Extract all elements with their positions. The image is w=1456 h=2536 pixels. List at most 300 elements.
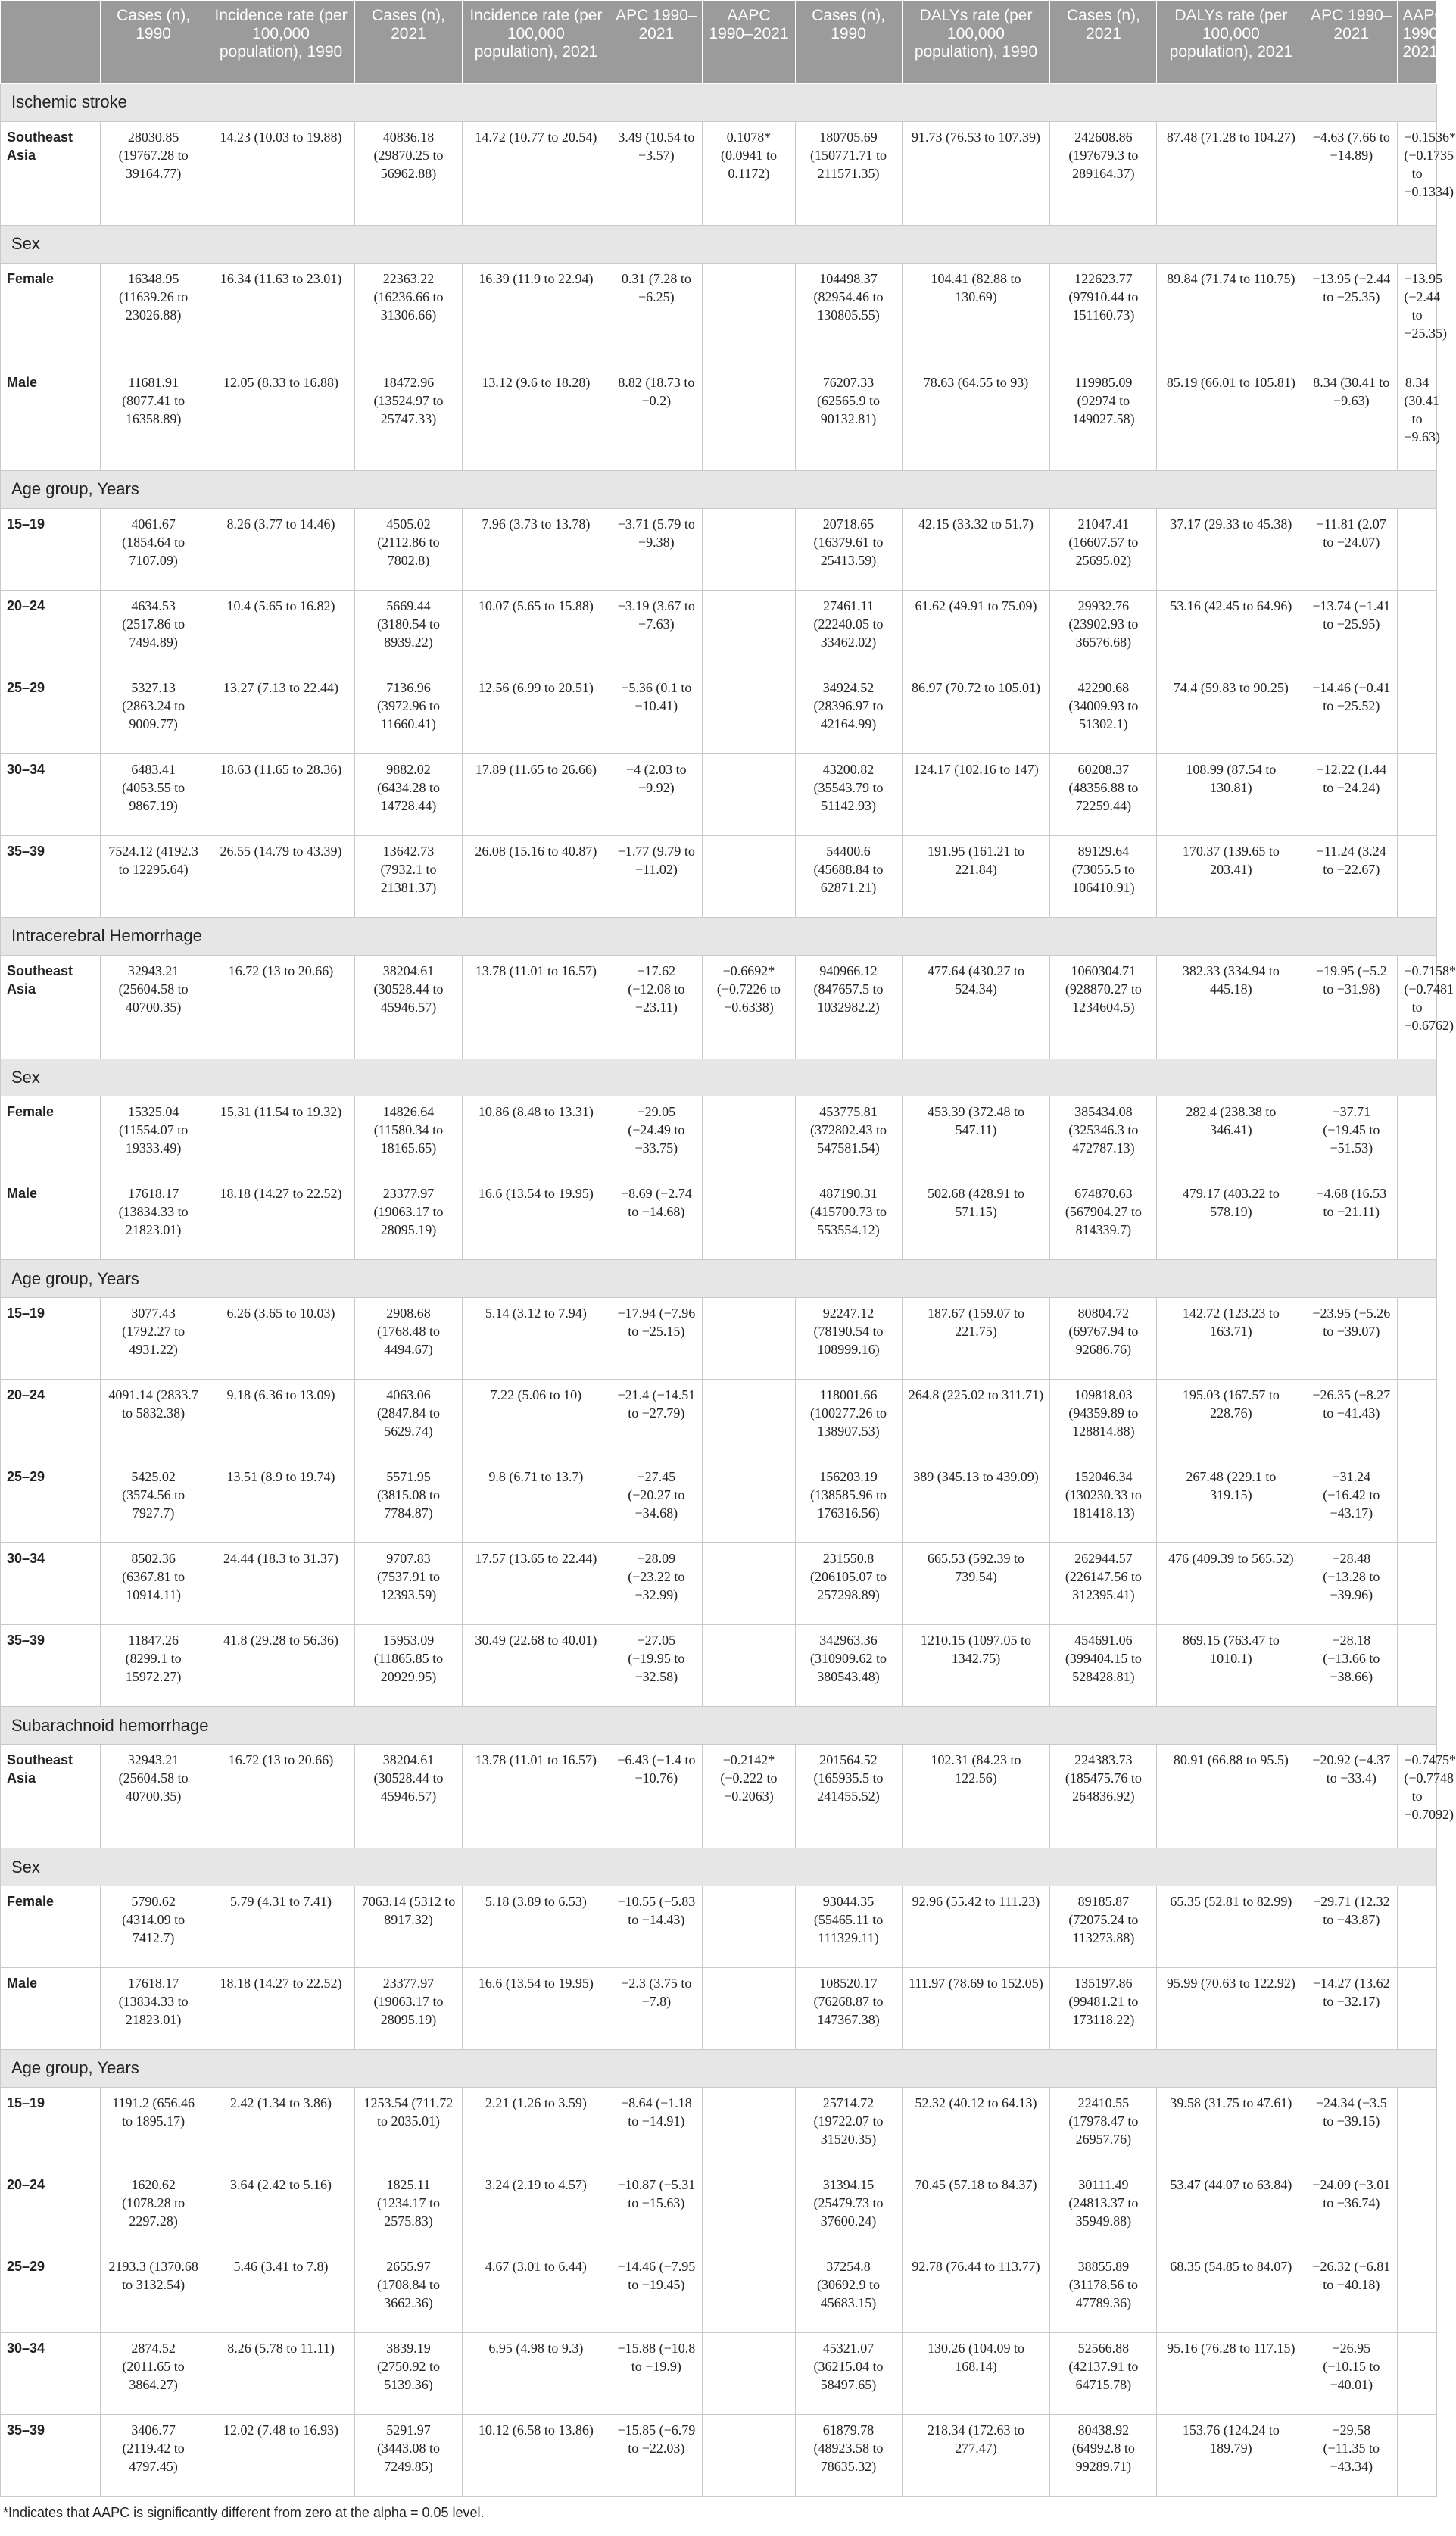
table-cell: 6483.41 (4053.55 to 9867.19)	[100, 753, 207, 835]
group-title: Sex	[1, 1848, 1437, 1886]
table-cell: 479.17 (403.22 to 578.19)	[1157, 1178, 1305, 1260]
table-cell: −28.09 (−23.22 to −32.99)	[610, 1543, 703, 1625]
table-cell: 39.58 (31.75 to 47.61)	[1157, 2087, 1305, 2169]
table-cell	[1398, 753, 1437, 835]
group-header-row	[1, 470, 1437, 508]
table-cell: 454691.06 (399404.15 to 528428.81)	[1050, 1625, 1157, 1707]
table-cell: 5.18 (3.89 to 6.53)	[462, 1886, 610, 1967]
table-cell: 23377.97 (19063.17 to 28095.19)	[355, 1967, 462, 2049]
table-cell: 453775.81 (372802.43 to 547581.54)	[795, 1096, 902, 1178]
table-cell	[703, 1886, 795, 1967]
table-cell: 37254.8 (30692.9 to 45683.15)	[795, 2251, 902, 2332]
table-cell: 0.1078* (0.0941 to 0.1172)	[703, 121, 795, 225]
row-label: 35–39	[1, 835, 101, 917]
table-cell: 5.14 (3.12 to 7.94)	[462, 1298, 610, 1380]
table-cell: 17.57 (13.65 to 22.44)	[462, 1543, 610, 1625]
table-cell: 26.55 (14.79 to 43.39)	[207, 835, 355, 917]
row-label: 15–19	[1, 508, 101, 590]
row-label: 35–39	[1, 1625, 101, 1707]
table-cell: 70.45 (57.18 to 84.37)	[902, 2169, 1050, 2251]
table-cell	[703, 835, 795, 917]
table-cell: 1060304.71 (928870.27 to 1234604.5)	[1050, 955, 1157, 1059]
group-header-row	[1, 1260, 1437, 1298]
table-cell: 153.76 (124.24 to 189.79)	[1157, 2414, 1305, 2496]
table-cell: −4 (2.03 to −9.92)	[610, 753, 703, 835]
column-header: Incidence rate (per 100,000 population), 2021	[462, 1, 610, 84]
table-cell: 187.67 (159.07 to 221.75)	[902, 1298, 1050, 1380]
table-cell: −5.36 (0.1 to −10.41)	[610, 672, 703, 753]
table-cell: 104.41 (82.88 to 130.69)	[902, 263, 1050, 367]
table-cell: −3.19 (3.67 to −7.63)	[610, 590, 703, 672]
column-header: APC 1990–2021	[610, 1, 703, 84]
table-cell: 6.26 (3.65 to 10.03)	[207, 1298, 355, 1380]
table-cell: 111.97 (78.69 to 152.05)	[902, 1967, 1050, 2049]
table-cell: −24.09 (−3.01 to −36.74)	[1305, 2169, 1398, 2251]
table-cell	[703, 1967, 795, 2049]
table-cell: 2908.68 (1768.48 to 4494.67)	[355, 1298, 462, 1380]
table-cell: 8.26 (5.78 to 11.11)	[207, 2332, 355, 2414]
table-cell: 15325.04 (11554.07 to 19333.49)	[100, 1096, 207, 1178]
table-cell: 10.12 (6.58 to 13.86)	[462, 2414, 610, 2496]
table-cell: 4063.06 (2847.84 to 5629.74)	[355, 1380, 462, 1461]
table-cell: 8502.36 (6367.81 to 10914.11)	[100, 1543, 207, 1625]
table-cell	[703, 1461, 795, 1543]
table-cell: 124.17 (102.16 to 147)	[902, 753, 1050, 835]
table-cell: 16348.95 (11639.26 to 23026.88)	[100, 263, 207, 367]
table-cell: −28.48 (−13.28 to −39.96)	[1305, 1543, 1398, 1625]
table-cell: 13.27 (7.13 to 22.44)	[207, 672, 355, 753]
table-cell: 18.63 (11.65 to 28.36)	[207, 753, 355, 835]
table-cell: 17618.17 (13834.33 to 21823.01)	[100, 1178, 207, 1260]
table-cell: 9.8 (6.71 to 13.7)	[462, 1461, 610, 1543]
table-cell	[1398, 672, 1437, 753]
table-cell: 2193.3 (1370.68 to 3132.54)	[100, 2251, 207, 2332]
group-title: Sex	[1, 225, 1437, 263]
table-cell	[1398, 1461, 1437, 1543]
table-row	[1, 1967, 1437, 2049]
table-cell: 23377.97 (19063.17 to 28095.19)	[355, 1178, 462, 1260]
table-row	[1, 672, 1437, 753]
table-cell: 26.08 (15.16 to 40.87)	[462, 835, 610, 917]
table-row	[1, 1461, 1437, 1543]
table-cell: 119985.09 (92974 to 149027.58)	[1050, 367, 1157, 470]
table-cell: 487190.31 (415700.73 to 553554.12)	[795, 1178, 902, 1260]
table-cell: −37.71 (−19.45 to −51.53)	[1305, 1096, 1398, 1178]
table-cell: 52.32 (40.12 to 64.13)	[902, 2087, 1050, 2169]
table-cell: 3077.43 (1792.27 to 4931.22)	[100, 1298, 207, 1380]
table-cell: 9882.02 (6434.28 to 14728.44)	[355, 753, 462, 835]
table-cell: 3.49 (10.54 to −3.57)	[610, 121, 703, 225]
table-cell: 8.26 (3.77 to 14.46)	[207, 508, 355, 590]
column-header: Cases (n), 2021	[355, 1, 462, 84]
table-cell: 1210.15 (1097.05 to 1342.75)	[902, 1625, 1050, 1707]
table-row	[1, 2169, 1437, 2251]
table-cell: −6.43 (−1.4 to −10.76)	[610, 1745, 703, 1848]
table-cell: 53.47 (44.07 to 63.84)	[1157, 2169, 1305, 2251]
table-cell: 10.07 (5.65 to 15.88)	[462, 590, 610, 672]
table-cell: −12.22 (1.44 to −24.24)	[1305, 753, 1398, 835]
table-cell	[1398, 2169, 1437, 2251]
table-cell: 12.56 (6.99 to 20.51)	[462, 672, 610, 753]
table-cell	[703, 508, 795, 590]
table-cell: −21.4 (−14.51 to −27.79)	[610, 1380, 703, 1461]
table-cell: 13.78 (11.01 to 16.57)	[462, 1745, 610, 1848]
table-cell	[1398, 2087, 1437, 2169]
table-cell: 5327.13 (2863.24 to 9009.77)	[100, 672, 207, 753]
table-row	[1, 508, 1437, 590]
group-title: Sex	[1, 1059, 1437, 1096]
table-cell: 8.34 (30.41 to −9.63)	[1398, 367, 1437, 470]
section-title: Ischemic stroke	[1, 84, 1437, 122]
table-cell: 2655.97 (1708.84 to 3662.36)	[355, 2251, 462, 2332]
table-cell	[1398, 2414, 1437, 2496]
table-cell: 17618.17 (13834.33 to 21823.01)	[100, 1967, 207, 2049]
row-label: 20–24	[1, 2169, 101, 2251]
table-cell: 477.64 (430.27 to 524.34)	[902, 955, 1050, 1059]
table-cell: 2874.52 (2011.65 to 3864.27)	[100, 2332, 207, 2414]
table-cell: −29.05 (−24.49 to −33.75)	[610, 1096, 703, 1178]
table-cell: 7524.12 (4192.3 to 12295.64)	[100, 835, 207, 917]
row-label: Male	[1, 367, 101, 470]
table-cell: 940966.12 (847657.5 to 1032982.2)	[795, 955, 902, 1059]
table-cell	[1398, 590, 1437, 672]
table-cell: 453.39 (372.48 to 547.11)	[902, 1096, 1050, 1178]
table-cell: 11847.26 (8299.1 to 15972.27)	[100, 1625, 207, 1707]
table-cell: −29.58 (−11.35 to −43.34)	[1305, 2414, 1398, 2496]
table-cell: 15953.09 (11865.85 to 20929.95)	[355, 1625, 462, 1707]
table-cell: 10.86 (8.48 to 13.31)	[462, 1096, 610, 1178]
table-cell: 54400.6 (45688.84 to 62871.21)	[795, 835, 902, 917]
table-cell: 18472.96 (13524.97 to 25747.33)	[355, 367, 462, 470]
table-cell	[1398, 1625, 1437, 1707]
table-cell: −28.18 (−13.66 to −38.66)	[1305, 1625, 1398, 1707]
table-cell: 13.51 (8.9 to 19.74)	[207, 1461, 355, 1543]
table-row	[1, 121, 1437, 225]
table-cell: 1253.54 (711.72 to 2035.01)	[355, 2087, 462, 2169]
table-cell: 89.84 (71.74 to 110.75)	[1157, 263, 1305, 367]
table-cell: −8.69 (−2.74 to −14.68)	[610, 1178, 703, 1260]
table-cell: 89129.64 (73055.5 to 106410.91)	[1050, 835, 1157, 917]
table-row	[1, 2251, 1437, 2332]
table-cell: 42.15 (33.32 to 51.7)	[902, 508, 1050, 590]
table-cell: 91.73 (76.53 to 107.39)	[902, 121, 1050, 225]
table-cell: 342963.36 (310909.62 to 380543.48)	[795, 1625, 902, 1707]
table-row	[1, 367, 1437, 470]
table-cell: −13.95 (−2.44 to −25.35)	[1305, 263, 1398, 367]
table-body	[1, 84, 1456, 2497]
table-cell: 264.8 (225.02 to 311.71)	[902, 1380, 1050, 1461]
table-cell: −27.05 (−19.95 to −32.58)	[610, 1625, 703, 1707]
table-cell: 60208.37 (48356.88 to 72259.44)	[1050, 753, 1157, 835]
table-cell: 80804.72 (69767.94 to 92686.76)	[1050, 1298, 1157, 1380]
table-footnote: *Indicates that AAPC is significantly different from zero at the alpha = 0.05 level.	[3, 2505, 485, 2520]
table-row	[1, 2087, 1437, 2169]
table-cell: 130.26 (104.09 to 168.14)	[902, 2332, 1050, 2414]
table-cell: 382.33 (334.94 to 445.18)	[1157, 955, 1305, 1059]
row-label: 25–29	[1, 1461, 101, 1543]
table-cell: −13.95 (−2.44 to −25.35)	[1398, 263, 1437, 367]
table-cell: −11.81 (2.07 to −24.07)	[1305, 508, 1398, 590]
table-cell: 224383.73 (185475.76 to 264836.92)	[1050, 1745, 1157, 1848]
table-cell: 242608.86 (197679.3 to 289164.37)	[1050, 121, 1157, 225]
table-cell: −0.6692* (−0.7226 to −0.6338)	[703, 955, 795, 1059]
table-cell: 1191.2 (656.46 to 1895.17)	[100, 2087, 207, 2169]
table-cell	[703, 590, 795, 672]
table-cell	[1398, 1543, 1437, 1625]
table-cell: 385434.08 (325346.3 to 472787.13)	[1050, 1096, 1157, 1178]
table-cell: 16.72 (13 to 20.66)	[207, 1745, 355, 1848]
table-cell: 87.48 (71.28 to 104.27)	[1157, 121, 1305, 225]
row-label: 20–24	[1, 590, 101, 672]
table-cell: 180705.69 (150771.71 to 211571.35)	[795, 121, 902, 225]
table-cell	[703, 2087, 795, 2169]
table-cell: −24.34 (−3.5 to −39.15)	[1305, 2087, 1398, 2169]
section-header-row	[1, 84, 1437, 122]
table-cell	[1398, 2251, 1437, 2332]
table-cell: −0.7158* (−0.7481 to −0.6762)	[1398, 955, 1437, 1059]
table-cell: 5571.95 (3815.08 to 7784.87)	[355, 1461, 462, 1543]
table-row	[1, 590, 1437, 672]
table-row	[1, 1625, 1437, 1707]
table-cell	[1398, 1096, 1437, 1178]
table-cell: 104498.37 (82954.46 to 130805.55)	[795, 263, 902, 367]
table-cell: 16.39 (11.9 to 22.94)	[462, 263, 610, 367]
table-cell: 191.95 (161.21 to 221.84)	[902, 835, 1050, 917]
table-cell: 108520.17 (76268.87 to 147367.38)	[795, 1967, 902, 2049]
table-cell: −14.46 (−7.95 to −19.45)	[610, 2251, 703, 2332]
table-cell: 21047.41 (16607.57 to 25695.02)	[1050, 508, 1157, 590]
table-cell	[703, 2414, 795, 2496]
row-label: 20–24	[1, 1380, 101, 1461]
row-label: Female	[1, 1886, 101, 1967]
column-header: Cases (n), 1990	[795, 1, 902, 84]
table-cell: 43200.82 (35543.79 to 51142.93)	[795, 753, 902, 835]
table-cell: 4634.53 (2517.86 to 7494.89)	[100, 590, 207, 672]
table-cell: 92.96 (55.42 to 111.23)	[902, 1886, 1050, 1967]
table-cell: 9.18 (6.36 to 13.09)	[207, 1380, 355, 1461]
table-cell: 3.64 (2.42 to 5.16)	[207, 2169, 355, 2251]
table-cell: 2.42 (1.34 to 3.86)	[207, 2087, 355, 2169]
column-header: DALYs rate (per 100,000 population), 1990	[902, 1, 1050, 84]
table-cell: 32943.21 (25604.58 to 40700.35)	[100, 1745, 207, 1848]
table-cell: 38855.89 (31178.56 to 47789.36)	[1050, 2251, 1157, 2332]
table-cell: 674870.63 (567904.27 to 814339.7)	[1050, 1178, 1157, 1260]
table-cell: 14826.64 (11580.34 to 18165.65)	[355, 1096, 462, 1178]
table-cell: 17.89 (11.65 to 26.66)	[462, 753, 610, 835]
table-cell: 92.78 (76.44 to 113.77)	[902, 2251, 1050, 2332]
table-cell	[1398, 1178, 1437, 1260]
table-cell: 262944.57 (226147.56 to 312395.41)	[1050, 1543, 1157, 1625]
table-cell: 30.49 (22.68 to 40.01)	[462, 1625, 610, 1707]
table-cell: 28030.85 (19767.28 to 39164.77)	[100, 121, 207, 225]
table-cell: 86.97 (70.72 to 105.01)	[902, 672, 1050, 753]
table-cell: 2.21 (1.26 to 3.59)	[462, 2087, 610, 2169]
table-cell: 7.96 (3.73 to 13.78)	[462, 508, 610, 590]
table-cell: 5291.97 (3443.08 to 7249.85)	[355, 2414, 462, 2496]
table-cell: 80.91 (66.88 to 95.5)	[1157, 1745, 1305, 1848]
table-cell: 108.99 (87.54 to 130.81)	[1157, 753, 1305, 835]
table-cell: 40836.18 (29870.25 to 56962.88)	[355, 121, 462, 225]
table-cell: −4.63 (7.66 to −14.89)	[1305, 121, 1398, 225]
table-cell: 22410.55 (17978.47 to 26957.76)	[1050, 2087, 1157, 2169]
table-cell: −26.35 (−8.27 to −41.43)	[1305, 1380, 1398, 1461]
table-cell	[1398, 1967, 1437, 2049]
table-cell: 45321.07 (36215.04 to 58497.65)	[795, 2332, 902, 2414]
table-cell: 7063.14 (5312 to 8917.32)	[355, 1886, 462, 1967]
table-cell: −15.88 (−10.8 to −19.9)	[610, 2332, 703, 2414]
table-cell: 6.95 (4.98 to 9.3)	[462, 2332, 610, 2414]
table-cell: 11681.91 (8077.41 to 16358.89)	[100, 367, 207, 470]
table-cell: −11.24 (3.24 to −22.67)	[1305, 835, 1398, 917]
section-header-row	[1, 917, 1437, 955]
table-cell: −10.87 (−5.31 to −15.63)	[610, 2169, 703, 2251]
table-cell: 1825.11 (1234.17 to 2575.83)	[355, 2169, 462, 2251]
table-cell: 61.62 (49.91 to 75.09)	[902, 590, 1050, 672]
table-cell	[1398, 835, 1437, 917]
table-cell: −27.45 (−20.27 to −34.68)	[610, 1461, 703, 1543]
column-header	[1, 1, 101, 84]
table-row	[1, 1380, 1437, 1461]
section-title: Intracerebral Hemorrhage	[1, 917, 1437, 955]
table-cell	[703, 2332, 795, 2414]
column-header: APC 1990–2021	[1305, 1, 1398, 84]
table-cell: −19.95 (−5.2 to −31.98)	[1305, 955, 1398, 1059]
table-cell: 4.67 (3.01 to 6.44)	[462, 2251, 610, 2332]
table-cell: 16.72 (13 to 20.66)	[207, 955, 355, 1059]
row-label: Southeast Asia	[1, 955, 101, 1059]
table-cell: 52566.88 (42137.91 to 64715.78)	[1050, 2332, 1157, 2414]
section-header-row	[1, 1707, 1437, 1745]
table-cell: 389 (345.13 to 439.09)	[902, 1461, 1050, 1543]
table-cell: 95.16 (76.28 to 117.15)	[1157, 2332, 1305, 2414]
table-cell: 37.17 (29.33 to 45.38)	[1157, 508, 1305, 590]
group-header-row	[1, 1848, 1437, 1886]
table-cell: −0.1536* (−0.1735 to −0.1334)	[1398, 121, 1437, 225]
table-cell: 12.05 (8.33 to 16.88)	[207, 367, 355, 470]
table-cell: 16.34 (11.63 to 23.01)	[207, 263, 355, 367]
table-cell: 25714.72 (19722.07 to 31520.35)	[795, 2087, 902, 2169]
table-cell: −26.95 (−10.15 to −40.01)	[1305, 2332, 1398, 2414]
row-label: 30–34	[1, 1543, 101, 1625]
table-cell	[1398, 1298, 1437, 1380]
table-cell: 68.35 (54.85 to 84.07)	[1157, 2251, 1305, 2332]
column-header: Cases (n), 2021	[1050, 1, 1157, 84]
table-row	[1, 753, 1437, 835]
table-cell: 76207.33 (62565.9 to 90132.81)	[795, 367, 902, 470]
table-cell: 38204.61 (30528.44 to 45946.57)	[355, 955, 462, 1059]
table-cell	[1398, 1380, 1437, 1461]
table-cell: 13.12 (9.6 to 18.28)	[462, 367, 610, 470]
row-label: Southeast Asia	[1, 1745, 101, 1848]
table-row	[1, 835, 1437, 917]
table-cell: 24.44 (18.3 to 31.37)	[207, 1543, 355, 1625]
table-cell: 4505.02 (2112.86 to 7802.8)	[355, 508, 462, 590]
row-label: Male	[1, 1967, 101, 2049]
table-cell: 41.8 (29.28 to 56.36)	[207, 1625, 355, 1707]
table-cell	[703, 753, 795, 835]
row-label: Male	[1, 1178, 101, 1260]
table-cell: 135197.86 (99481.21 to 173118.22)	[1050, 1967, 1157, 2049]
row-label: 30–34	[1, 2332, 101, 2414]
table-cell: 95.99 (70.63 to 122.92)	[1157, 1967, 1305, 2049]
table-cell: 5669.44 (3180.54 to 8939.22)	[355, 590, 462, 672]
table-cell: 32943.21 (25604.58 to 40700.35)	[100, 955, 207, 1059]
table-cell: 5.79 (4.31 to 7.41)	[207, 1886, 355, 1967]
table-cell: 3.24 (2.19 to 4.57)	[462, 2169, 610, 2251]
table-cell: 61879.78 (48923.58 to 78635.32)	[795, 2414, 902, 2496]
table-cell: 42290.68 (34009.93 to 51302.1)	[1050, 672, 1157, 753]
table-row	[1, 2332, 1437, 2414]
table-cell: 4061.67 (1854.64 to 7107.09)	[100, 508, 207, 590]
column-header: AAPC 1990–2021	[703, 1, 795, 84]
table-cell: 201564.52 (165935.5 to 241455.52)	[795, 1745, 902, 1848]
table-row	[1, 1178, 1437, 1260]
table-cell: 142.72 (123.23 to 163.71)	[1157, 1298, 1305, 1380]
table-cell: −8.64 (−1.18 to −14.91)	[610, 2087, 703, 2169]
table-row	[1, 1543, 1437, 1625]
table-cell: 152046.34 (130230.33 to 181418.13)	[1050, 1461, 1157, 1543]
row-label: 30–34	[1, 753, 101, 835]
table-cell: 869.15 (763.47 to 1010.1)	[1157, 1625, 1305, 1707]
row-label: Southeast Asia	[1, 121, 101, 225]
table-cell: 122623.77 (97910.44 to 151160.73)	[1050, 263, 1157, 367]
table-cell	[703, 367, 795, 470]
table-cell: 29932.76 (23902.93 to 36576.68)	[1050, 590, 1157, 672]
table-row	[1, 1886, 1437, 1967]
table-cell	[703, 2169, 795, 2251]
table-cell: 5425.02 (3574.56 to 7927.7)	[100, 1461, 207, 1543]
table-cell: 156203.19 (138585.96 to 176316.56)	[795, 1461, 902, 1543]
table-cell: 109818.03 (94359.89 to 128814.88)	[1050, 1380, 1157, 1461]
table-cell: 9707.83 (7537.91 to 12393.59)	[355, 1543, 462, 1625]
table-cell: −2.3 (3.75 to −7.8)	[610, 1967, 703, 2049]
table-row	[1, 1096, 1437, 1178]
column-header: DALYs rate (per 100,000 population), 2021	[1157, 1, 1305, 84]
row-label: 25–29	[1, 2251, 101, 2332]
table-cell: 38204.61 (30528.44 to 45946.57)	[355, 1745, 462, 1848]
table-cell: 0.31 (7.28 to −6.25)	[610, 263, 703, 367]
table-cell: 102.31 (84.23 to 122.56)	[902, 1745, 1050, 1848]
table-cell	[703, 672, 795, 753]
table-cell	[703, 1178, 795, 1260]
table-row	[1, 1745, 1437, 1848]
table-cell: 5.46 (3.41 to 7.8)	[207, 2251, 355, 2332]
table-cell: 170.37 (139.65 to 203.41)	[1157, 835, 1305, 917]
table-cell	[703, 2251, 795, 2332]
group-header-row	[1, 1059, 1437, 1096]
row-label: Female	[1, 263, 101, 367]
row-label: Female	[1, 1096, 101, 1178]
table-cell: 3839.19 (2750.92 to 5139.36)	[355, 2332, 462, 2414]
table-row	[1, 2414, 1437, 2496]
table-cell: 20718.65 (16379.61 to 25413.59)	[795, 508, 902, 590]
table-cell: 74.4 (59.83 to 90.25)	[1157, 672, 1305, 753]
table-cell	[703, 1380, 795, 1461]
table-cell: −23.95 (−5.26 to −39.07)	[1305, 1298, 1398, 1380]
table-cell: −4.68 (16.53 to −21.11)	[1305, 1178, 1398, 1260]
table-cell: 7.22 (5.06 to 10)	[462, 1380, 610, 1461]
column-header: AAPC 1990–2021	[1398, 1, 1437, 84]
table-cell: 4091.14 (2833.7 to 5832.38)	[100, 1380, 207, 1461]
table-cell: 3406.77 (2119.42 to 4797.45)	[100, 2414, 207, 2496]
table-cell: 8.34 (30.41 to −9.63)	[1305, 367, 1398, 470]
table-cell: 1620.62 (1078.28 to 2297.28)	[100, 2169, 207, 2251]
table-cell: −15.85 (−6.79 to −22.03)	[610, 2414, 703, 2496]
row-label: 25–29	[1, 672, 101, 753]
table-row	[1, 263, 1437, 367]
table-cell: 31394.15 (25479.73 to 37600.24)	[795, 2169, 902, 2251]
table-cell: 18.18 (14.27 to 22.52)	[207, 1178, 355, 1260]
